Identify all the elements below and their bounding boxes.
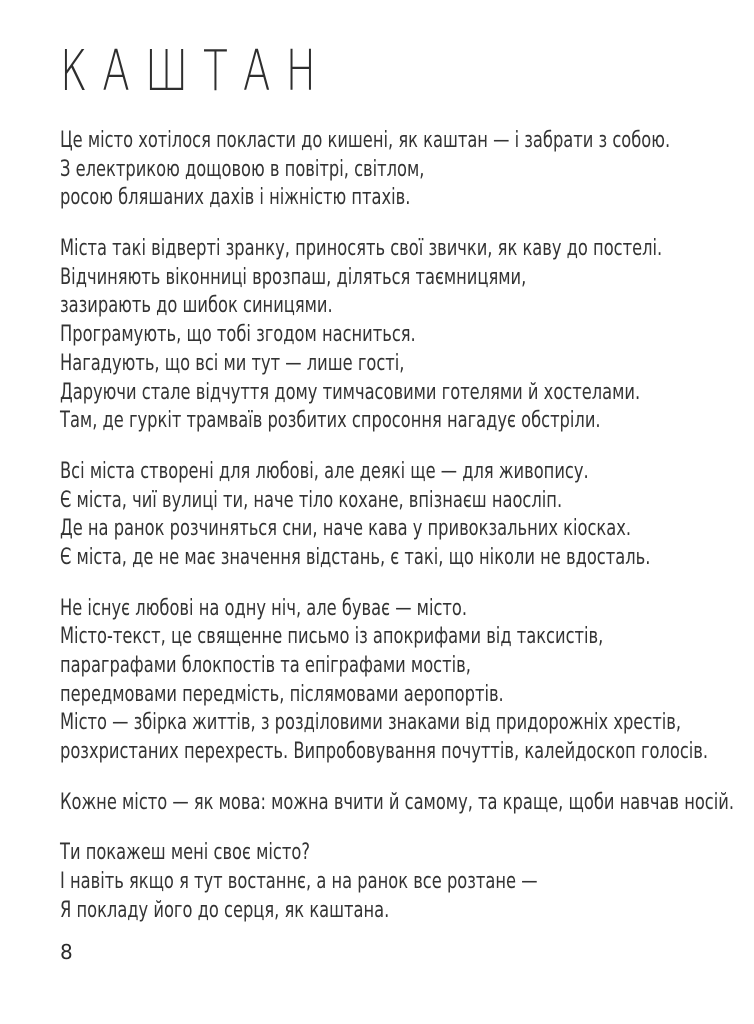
poem-body: [60, 127, 735, 948]
poem-line: Місто — збірка життів, з розділовими знаками від придорожніх хрестів,: [60, 710, 682, 736]
poem-line: передмовами передмість, післямовами аеропортів.: [60, 681, 504, 707]
poem-line: Де на ранок розчиняться сни, наче кава у привокзальних кіосках.: [60, 516, 632, 542]
stanza-6: [60, 839, 730, 925]
poem-line: Нагадують, що всі ми тут — лише гості,: [60, 350, 405, 376]
stanza-5: [60, 789, 735, 818]
stanza-1: [60, 127, 730, 213]
poem-line: Не існує любові на одну ніч, але буває — місто.: [60, 595, 468, 621]
poem-line: Я покладу його до серця, як каштана.: [60, 897, 390, 923]
poem-line: Кожне місто — як мова: можна вчити й самому, та краще, щоби навчав носій.: [60, 789, 735, 815]
poem-line: Там, де гуркіт трамваїв розбитих спросоння нагадує обстріли.: [60, 408, 601, 434]
poem-line: Всі міста створені для любові, але деякі ще — для живопису.: [60, 458, 589, 484]
poem-title: КАШТАН: [60, 39, 332, 104]
poem-line: розхристаних перехресть. Випробовування почуттів, калейдоскоп голосів.: [60, 739, 709, 765]
poem-line: Ти покажеш мені своє місто?: [60, 840, 310, 866]
poem-line: Це місто хотілося покласти до кишені, як каштан — і забрати з собою.: [60, 128, 671, 153]
poem-line: Місто-текст, це священне письмо із апокрифами від таксистів,: [60, 624, 604, 650]
poem-line: Є міста, де не має значення відстань, є такі, що ніколи не вдосталь.: [60, 544, 651, 570]
poem-line: зазирають до шибок синицями.: [60, 293, 333, 319]
poem-line: Міста такі відверті зранку, приносять свої звички, як каву до постелі.: [60, 236, 663, 262]
stanza-2: [60, 235, 730, 436]
page-number: 8: [60, 940, 73, 964]
poem-line: Відчиняють віконниці врозпаш, діляться таємницями,: [60, 264, 527, 290]
stanza-3: [60, 458, 730, 573]
poem-line: Даруючи стале відчуття дому тимчасовими готелями й хостелами.: [60, 379, 641, 405]
poem-line: параграфами блокпостів та епіграфами мостів,: [60, 653, 471, 678]
poem-line: І навіть якщо я тут востаннє, а на ранок все розтане —: [60, 869, 538, 895]
poem-line: Програмують, що тобі згодом насниться.: [60, 322, 416, 348]
poem-line: Є міста, чиї вулиці ти, наче тіло кохане, впізнаєш наосліп.: [60, 487, 563, 513]
poem-line: З електрикою дощовою в повітрі, світлом,: [60, 156, 425, 182]
stanza-4: [60, 595, 730, 767]
poem-line: росою бляшаних дахів і ніжністю птахів.: [60, 185, 411, 211]
